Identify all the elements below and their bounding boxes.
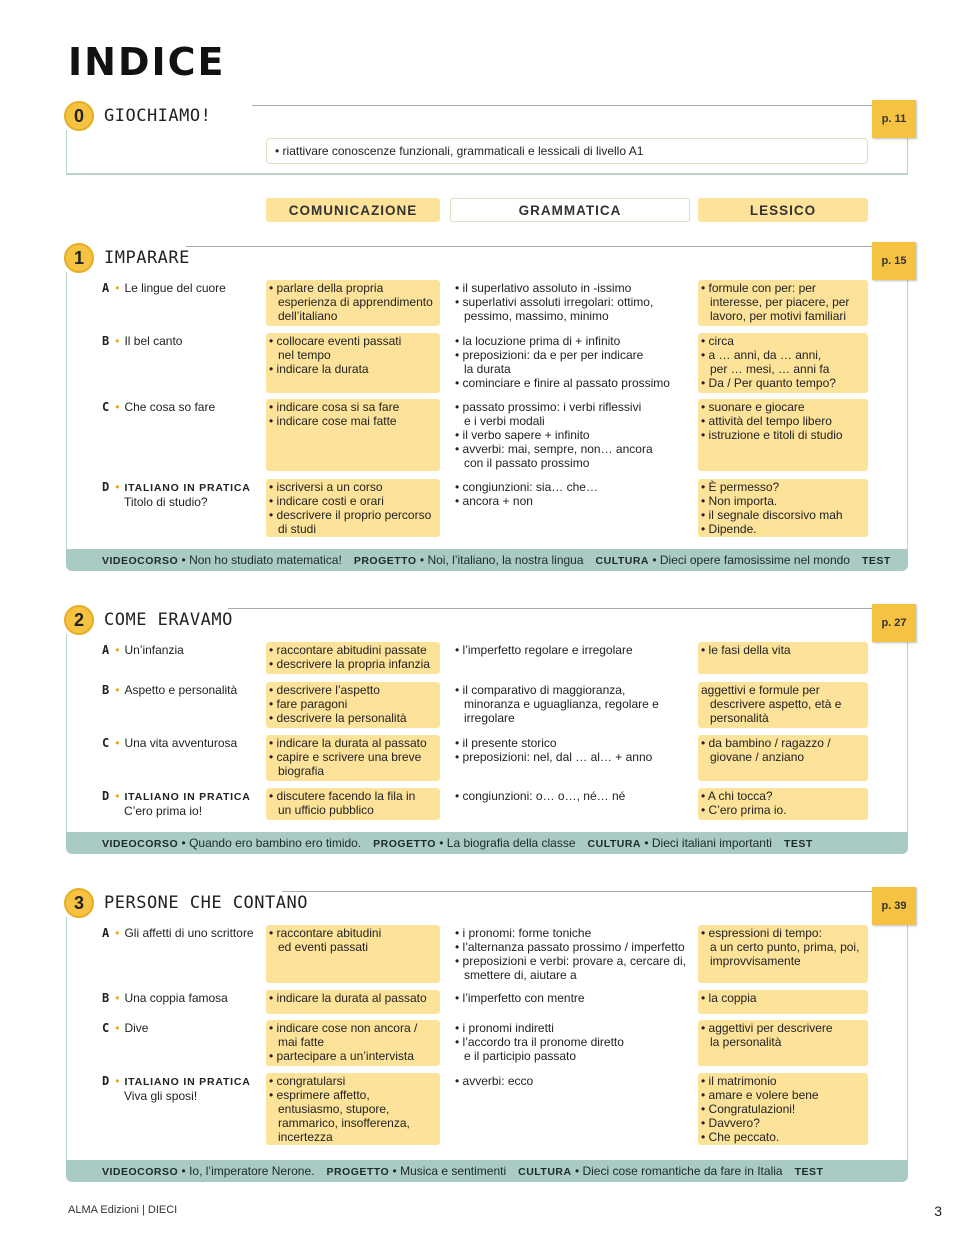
cell-line: mai fatte	[278, 1035, 325, 1049]
comunicazione-cell	[266, 1073, 440, 1145]
section-title: GIOCHIAMO!	[104, 106, 212, 126]
cell-line: • A chi tocca?	[701, 789, 773, 803]
row-title[interactable]: Che cosa so fare	[124, 400, 216, 414]
row-subtitle[interactable]: Titolo di studio?	[124, 495, 208, 509]
row-title[interactable]: ITALIANO IN PRATICA	[124, 791, 251, 803]
row-title[interactable]: ITALIANO IN PRATICA	[124, 1076, 251, 1088]
cell-line: entusiasmo, stupore,	[278, 1102, 390, 1116]
row-label	[102, 736, 237, 750]
bullet-icon: •	[115, 683, 120, 697]
cell-line: esperienza di apprendimento	[278, 295, 433, 309]
cell-line: irregolare	[464, 711, 515, 725]
section-title: PERSONE CHE CONTANO	[104, 893, 308, 913]
intro-objective: • riattivare conoscenze funzionali, grammaticali e lessicali di livello A1	[266, 138, 868, 164]
page-tag[interactable]: p. 11	[872, 100, 916, 138]
bullet-icon: •	[115, 1021, 120, 1035]
cell-line: • collocare eventi passati	[269, 334, 402, 348]
cell-line: • il superlativo assoluto in -issimo	[455, 281, 632, 295]
row-letter: D	[102, 1074, 110, 1088]
cell-line: con il passato prossimo	[464, 456, 590, 470]
cell-line: • parlare della propria	[269, 281, 384, 295]
row-label	[102, 789, 251, 818]
bullet-icon: •	[115, 480, 120, 494]
cell-line: rammarico, insofferenza,	[278, 1116, 410, 1130]
cultura-text: • Dieci opere famosissime nel mondo	[652, 553, 850, 567]
row-subtitle[interactable]: Viva gli sposi!	[124, 1089, 198, 1103]
row-label	[102, 281, 226, 295]
cell-line: incertezza	[278, 1130, 333, 1144]
cell-line: • Da / Per quanto tempo?	[701, 376, 836, 390]
cell-line: • preposizioni e verbi: provare a, cercare di,	[455, 954, 686, 968]
row-letter: A	[102, 281, 110, 295]
cell-line: • indicare la durata al passato	[269, 736, 427, 750]
cultura-label[interactable]: CULTURA	[587, 838, 642, 850]
lessico-cell	[698, 788, 868, 820]
comunicazione-cell	[266, 735, 440, 781]
cell-line: • indicare cosa si sa fare	[269, 400, 400, 414]
cell-line: • formule con per: per	[701, 281, 816, 295]
videocorso-text: • Io, l’imperatore Nerone.	[181, 1164, 315, 1178]
row-label	[102, 643, 184, 657]
cell-line: lavoro, per motivi familiari	[710, 309, 847, 323]
row-title[interactable]: Un’infanzia	[124, 643, 184, 657]
row-title[interactable]: Aspetto e personalità	[124, 683, 238, 697]
cell-line: • aggettivi per descrivere	[701, 1021, 833, 1035]
row-title[interactable]: Una vita avventurosa	[124, 736, 238, 750]
section-number: 1	[64, 243, 94, 273]
page-title: INDICE	[68, 40, 226, 84]
comunicazione-cell	[266, 1020, 440, 1066]
cell-line: • descrivere il proprio percorso	[269, 508, 432, 522]
cell-line: • la locuzione prima di + infinito	[455, 334, 621, 348]
cell-line: biografia	[278, 764, 325, 778]
cell-line: • il segnale discorsivo mah	[701, 508, 843, 522]
row-letter: A	[102, 643, 110, 657]
cell-line: • l’imperfetto regolare e irregolare	[455, 643, 633, 657]
row-letter: B	[102, 683, 110, 697]
cell-line: • passato prossimo: i verbi riflessivi	[455, 400, 642, 414]
cell-line: • Che peccato.	[701, 1130, 780, 1144]
cell-line: improvvisamente	[710, 954, 801, 968]
page-tag[interactable]: p. 27	[872, 604, 916, 642]
videocorso-label[interactable]: VIDEOCORSO	[102, 1166, 179, 1178]
videocorso-text: • Quando ero bambino ero timido.	[181, 836, 362, 850]
row-letter: C	[102, 736, 110, 750]
row-label	[102, 400, 215, 414]
cell-line: • congiunzioni: sia… che…	[455, 480, 598, 494]
progetto-text: • Musica e sentimenti	[392, 1164, 507, 1178]
cell-line: • cominciare e finire al passato prossimo	[455, 376, 670, 390]
row-title[interactable]: Gli affetti di uno scrittore	[124, 926, 254, 940]
lessico-cell	[698, 479, 868, 537]
cell-line: • espressioni di tempo:	[701, 926, 822, 940]
section-0-header	[64, 100, 211, 132]
cell-line: un ufficio pubblico	[278, 803, 374, 817]
test-label[interactable]: TEST	[861, 555, 891, 567]
cell-line: • congratularsi	[269, 1074, 346, 1088]
bullet-icon: •	[115, 281, 120, 295]
bullet-icon: •	[115, 334, 120, 348]
cell-line: • avverbi: ecco	[455, 1074, 534, 1088]
grammatica-cell	[452, 990, 692, 1014]
comunicazione-cell	[266, 788, 440, 820]
cell-line: • C’ero prima io.	[701, 803, 787, 817]
lessico-cell	[698, 399, 868, 471]
videocorso-text: • Non ho studiato matematica!	[181, 553, 342, 567]
row-title[interactable]: Dive	[124, 1021, 149, 1035]
cell-line: nel tempo	[278, 348, 331, 362]
cell-line: • superlativi assoluti irregolari: ottimo,	[455, 295, 654, 309]
cell-line: • il presente storico	[455, 736, 557, 750]
section-title: IMPARARE	[104, 248, 190, 268]
divider	[186, 246, 872, 247]
row-label	[102, 1021, 148, 1035]
grammatica-cell	[452, 479, 692, 537]
cell-line: • l’imperfetto con mentre	[455, 991, 585, 1005]
grammatica-cell	[452, 280, 692, 326]
cell-line: • suonare e giocare	[701, 400, 805, 414]
row-label	[102, 1074, 251, 1103]
cell-line: • Davvero?	[701, 1116, 760, 1130]
lessico-cell	[698, 280, 868, 326]
row-letter: D	[102, 480, 110, 494]
page-number: 3	[934, 1203, 942, 1219]
footer-publisher: ALMA Edizioni | DIECI	[68, 1204, 178, 1216]
row-letter: D	[102, 789, 110, 803]
cell-line: descrivere aspetto, età e	[710, 697, 842, 711]
progetto-text: • Noi, l’italiano, la nostra lingua	[419, 553, 584, 567]
cell-line: minoranza e uguaglianza, regolare e	[464, 697, 659, 711]
test-label[interactable]: TEST	[794, 1166, 824, 1178]
cell-line: • raccontare abitudini passate	[269, 643, 427, 657]
cell-line: • Dipende.	[701, 522, 757, 536]
section-number: 0	[64, 101, 94, 131]
progetto-label[interactable]: PROGETTO	[326, 1166, 390, 1178]
cell-line: smettere di, aiutare a	[464, 968, 577, 982]
cell-line: giovane / anziano	[710, 750, 805, 764]
cell-line: la personalità	[710, 1035, 782, 1049]
progetto-label[interactable]: PROGETTO	[353, 555, 417, 567]
page-tag[interactable]: p. 39	[872, 887, 916, 925]
cell-line: • ancora + non	[455, 494, 533, 508]
cell-line: a un certo punto, prima, poi,	[710, 940, 860, 954]
comunicazione-cell	[266, 333, 440, 393]
cell-line: • discutere facendo la fila in	[269, 789, 416, 803]
lessico-cell	[698, 642, 868, 674]
section-3-strip	[66, 1160, 908, 1182]
bullet-icon: •	[115, 400, 120, 414]
row-title[interactable]: Una coppia famosa	[124, 991, 228, 1005]
videocorso-label[interactable]: VIDEOCORSO	[102, 838, 179, 850]
column-header-comunicazione: COMUNICAZIONE	[266, 198, 440, 222]
cell-line: • il verbo sapere + infinito	[455, 428, 590, 442]
row-label	[102, 480, 251, 509]
comunicazione-cell	[266, 280, 440, 326]
section-number: 2	[64, 605, 94, 635]
cell-line: • l’alternanza passato prossimo / imperfetto	[455, 940, 685, 954]
cell-line: • circa	[701, 334, 734, 348]
cell-line: • congiunzioni: o… o…, né… né	[455, 789, 626, 803]
cell-line: la durata	[464, 362, 511, 376]
grammatica-cell	[452, 682, 692, 728]
lessico-cell	[698, 1073, 868, 1145]
bullet-icon: •	[115, 789, 120, 803]
test-label[interactable]: TEST	[783, 838, 813, 850]
page-tag[interactable]: p. 15	[872, 242, 916, 280]
row-letter: A	[102, 926, 110, 940]
cell-line: • Congratulazioni!	[701, 1102, 796, 1116]
bullet-icon: •	[115, 1074, 120, 1088]
divider	[66, 173, 908, 175]
cell-line: • i pronomi: forme toniche	[455, 926, 592, 940]
lessico-cell	[698, 1020, 868, 1066]
cell-line: • le fasi della vita	[701, 643, 791, 657]
cell-line: • l’accordo tra il pronome diretto	[455, 1035, 624, 1049]
cell-line: interesse, per piacere, per	[710, 295, 850, 309]
cell-line: • il comparativo di maggioranza,	[455, 683, 626, 697]
cell-line: per … mesi, … anni fa	[710, 362, 830, 376]
cell-line: • Non importa.	[701, 494, 778, 508]
section-number: 3	[64, 888, 94, 918]
cell-line: dell’italiano	[278, 309, 338, 323]
section-title: COME ERAVAMO	[104, 610, 233, 630]
cell-line: • indicare costi e orari	[269, 494, 384, 508]
cell-line: • partecipare a un’intervista	[269, 1049, 414, 1063]
cell-line: • preposizioni: da e per per indicare	[455, 348, 644, 362]
cell-line: • descrivere la personalità	[269, 711, 407, 725]
section-2-strip	[66, 832, 908, 854]
cell-line: personalità	[710, 711, 769, 725]
lessico-cell	[698, 990, 868, 1014]
bullet-icon: •	[115, 643, 120, 657]
lessico-cell	[698, 735, 868, 781]
row-subtitle[interactable]: C’ero prima io!	[124, 804, 203, 818]
cell-line: • preposizioni: nel, dal … al… + anno	[455, 750, 653, 764]
grammatica-cell	[452, 788, 692, 820]
cell-line: • descrivere la propria infanzia	[269, 657, 430, 671]
cell-line: • indicare cose non ancora /	[269, 1021, 418, 1035]
row-title[interactable]: ITALIANO IN PRATICA	[124, 482, 251, 494]
cultura-text: • Dieci cose romantiche da fare in Italia	[574, 1164, 783, 1178]
cell-line: • raccontare abitudini	[269, 926, 382, 940]
cell-line: aggettivi e formule per	[701, 683, 820, 697]
comunicazione-cell	[266, 642, 440, 674]
cell-line: • iscriversi a un corso	[269, 480, 383, 494]
cell-line: • istruzione e titoli di studio	[701, 428, 843, 442]
cell-line: • fare paragoni	[269, 697, 348, 711]
row-title[interactable]: Le lingue del cuore	[124, 281, 226, 295]
lessico-cell	[698, 333, 868, 393]
cell-line: • avverbi: mai, sempre, non… ancora	[455, 442, 653, 456]
cell-line: • descrivere l’aspetto	[269, 683, 380, 697]
row-label	[102, 683, 237, 697]
section-3-header	[64, 887, 308, 919]
cell-line: • a … anni, da … anni,	[701, 348, 822, 362]
grammatica-cell	[452, 1073, 692, 1145]
cell-line: e il participio passato	[464, 1049, 577, 1063]
cell-line: pessimo, massimo, minimo	[464, 309, 609, 323]
grammatica-cell	[452, 735, 692, 781]
column-header-grammatica: GRAMMATICA	[450, 198, 690, 222]
row-label	[102, 334, 182, 348]
cell-line: • indicare la durata al passato	[269, 991, 427, 1005]
cell-line: • la coppia	[701, 991, 757, 1005]
cell-line: • amare e volere bene	[701, 1088, 819, 1102]
cell-line: di studi	[278, 522, 317, 536]
section-1-header	[64, 242, 190, 274]
progetto-label[interactable]: PROGETTO	[373, 838, 436, 850]
section-2-header	[64, 604, 233, 636]
grammatica-cell	[452, 1020, 692, 1066]
cultura-text: • Dieci italiani importanti	[644, 836, 772, 850]
bullet-icon: •	[115, 991, 120, 1005]
videocorso-label[interactable]: VIDEOCORSO	[102, 555, 179, 567]
lessico-cell	[698, 682, 868, 728]
column-header-lessico: LESSICO	[698, 198, 868, 222]
row-label	[102, 991, 228, 1005]
row-title[interactable]: Il bel canto	[124, 334, 183, 348]
divider	[228, 608, 872, 609]
grammatica-cell	[452, 925, 692, 983]
grammatica-cell	[452, 399, 692, 471]
comunicazione-cell	[266, 990, 440, 1014]
cell-line: • indicare la durata	[269, 362, 369, 376]
comunicazione-cell	[266, 479, 440, 537]
grammatica-cell	[452, 642, 692, 674]
cell-line: • attività del tempo libero	[701, 414, 832, 428]
comunicazione-cell	[266, 399, 440, 471]
cell-line: ed eventi passati	[278, 940, 369, 954]
cultura-label[interactable]: CULTURA	[518, 1166, 572, 1178]
divider	[252, 105, 872, 106]
cell-line: • capire e scrivere una breve	[269, 750, 422, 764]
cell-line: • i pronomi indiretti	[455, 1021, 554, 1035]
section-1-strip	[66, 549, 908, 571]
cell-line: e i verbi modali	[464, 414, 545, 428]
cell-line: • il matrimonio	[701, 1074, 777, 1088]
cell-line: • da bambino / ragazzo /	[701, 736, 831, 750]
grammatica-cell	[452, 333, 692, 393]
divider	[282, 891, 872, 892]
cell-line: • esprimere affetto,	[269, 1088, 370, 1102]
lessico-cell	[698, 925, 868, 983]
row-label	[102, 926, 254, 940]
bullet-icon: •	[115, 736, 120, 750]
comunicazione-cell	[266, 682, 440, 728]
row-letter: B	[102, 334, 110, 348]
cultura-label[interactable]: CULTURA	[595, 555, 649, 567]
row-letter: C	[102, 400, 110, 414]
cell-line: • È permesso?	[701, 480, 780, 494]
comunicazione-cell	[266, 925, 440, 983]
cell-line: • indicare cose mai fatte	[269, 414, 397, 428]
row-letter: C	[102, 1021, 110, 1035]
bullet-icon: •	[115, 926, 120, 940]
row-letter: B	[102, 991, 110, 1005]
progetto-text: • La biografia della classe	[439, 836, 576, 850]
